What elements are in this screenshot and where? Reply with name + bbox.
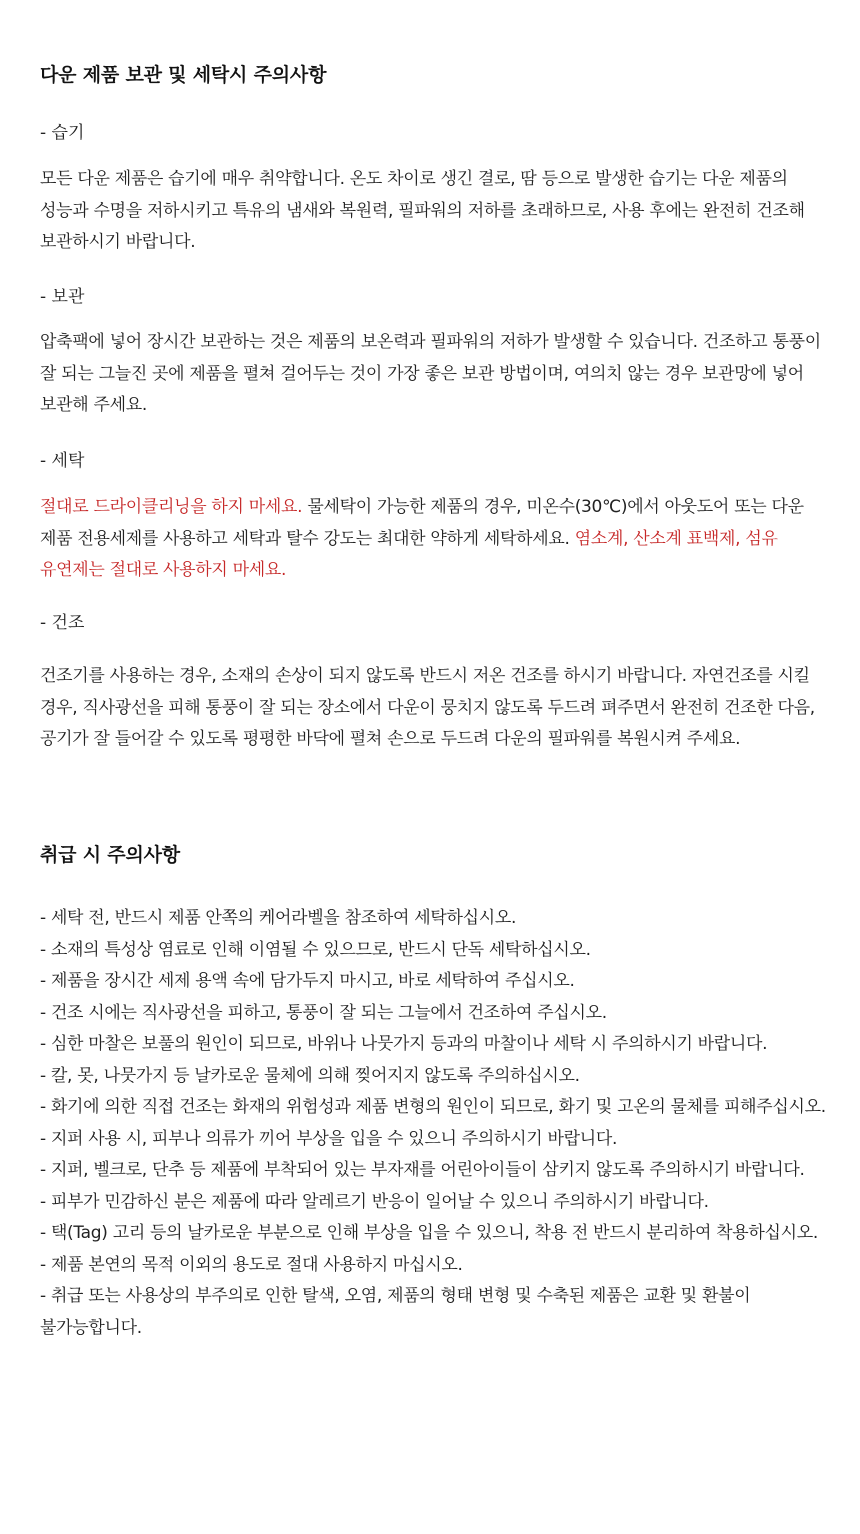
storage-heading: - 보관 [40, 287, 85, 307]
list-item: - 제품 본연의 목적 이외의 용도로 절대 사용하지 마십시오. [40, 1254, 463, 1275]
washing-heading: - 세탁 [40, 451, 85, 471]
washing-instructions: 물세탁이 가능한 제품의 경우, 미온수(30℃)에서 아웃도어 또는 다운 제품 전용세제를 사용하고 세탁과 탈수 강도는 최대한 약하게 세탁하세요. [40, 497, 804, 549]
handling-list [40, 903, 832, 1344]
list-item: - 지퍼, 벨크로, 단추 등 제품에 부착되어 있는 부자재를 어린아이들이 삼키지 않도록 주의하시기 바랍니다. [40, 1160, 805, 1180]
down-care-title: 다운 제품 보관 및 세탁시 주의사항 [40, 64, 327, 86]
list-item: - 세탁 전, 반드시 제품 안쪽의 케어라벨을 참조하여 세탁하십시오. [40, 908, 517, 928]
humidity-heading: - 습기 [40, 123, 85, 143]
washing-warning-dryclean: 절대로 드라이클리닝을 하지 마세요. [40, 497, 303, 517]
drying-heading: - 건조 [40, 613, 85, 633]
list-item: - 칼, 못, 나뭇가지 등 날카로운 물체에 의해 찢어지지 않도록 주의하십시오. [40, 1065, 580, 1086]
humidity-text: 모든 다운 제품은 습기에 매우 취약합니다. 온도 차이로 생긴 결로, 땀 등으로 발생한 습기는 다운 제품의 성능과 수명을 저하시키고 특유의 냄새와 복원력, 필파워의 저하를 초래하므로, 사용 후에는 완전히 건조해 보관하시기 바랍니다. [40, 169, 805, 252]
storage-text: 압축팩에 넣어 장시간 보관하는 것은 제품의 보온력과 필파워의 저하가 발생할 수 있습니다. 건조하고 통풍이 잘 되는 그늘진 곳에 제품을 펼쳐 걸어두는 것이 가장 좋은 보관 방법이며, 여의치 않는 경우 보관망에 넣어 보관해 주세요. [40, 332, 821, 415]
handling-title: 취급 시 주의사항 [40, 844, 180, 866]
list-item: - 제품을 장시간 세제 용액 속에 담가두지 마시고, 바로 세탁하여 주십시오. [40, 971, 575, 991]
list-item: - 택(Tag) 고리 등의 날카로운 부분으로 인해 부상을 입을 수 있으니, 착용 전 반드시 분리하여 착용하십시오. [40, 1223, 819, 1243]
list-item: - 심한 마찰은 보풀의 원인이 되므로, 바위나 나뭇가지 등과의 마찰이나 세탁 시 주의하시기 바랍니다. [40, 1034, 768, 1054]
list-item: - 피부가 민감하신 분은 제품에 따라 알레르기 반응이 일어날 수 있으니 주의하시기 바랍니다. [40, 1191, 709, 1212]
list-item: - 취급 또는 사용상의 부주의로 인한 탈색, 오염, 제품의 형태 변형 및 수축된 제품은 교환 및 환불이 불가능합니다. [40, 1286, 751, 1338]
list-item: - 지퍼 사용 시, 피부나 의류가 끼어 부상을 입을 수 있으니 주의하시기 바랍니다. [40, 1128, 618, 1149]
list-item: - 소재의 특성상 염료로 인해 이염될 수 있으므로, 반드시 단독 세탁하십시오. [40, 939, 591, 960]
washing-warning-bleach: 염소계, 산소계 표백제, 섬유 유연제는 절대로 사용하지 마세요. [40, 528, 778, 580]
washing-text [40, 492, 832, 587]
drying-text: 건조기를 사용하는 경우, 소재의 손상이 되지 않도록 반드시 저온 건조를 하시기 바랍니다. 자연건조를 시킬 경우, 직사광선을 피해 통풍이 잘 되는 장소에서 다운이 뭉치지 않도록 두드려 펴주면서 완전히 건조한 다음, 공기가 잘 들어갈 수 있도록 평평한 바닥에 펼쳐 손으로 두드려 다운의 필파워를 복원시켜 주세요. [40, 666, 815, 749]
list-item: - 건조 시에는 직사광선을 피하고, 통풍이 잘 되는 그늘에서 건조하여 주십시오. [40, 1002, 607, 1023]
list-item: - 화기에 의한 직접 건조는 화재의 위험성과 제품 변형의 원인이 되므로, 화기 및 고온의 물체를 피해주십시오. [40, 1097, 826, 1117]
